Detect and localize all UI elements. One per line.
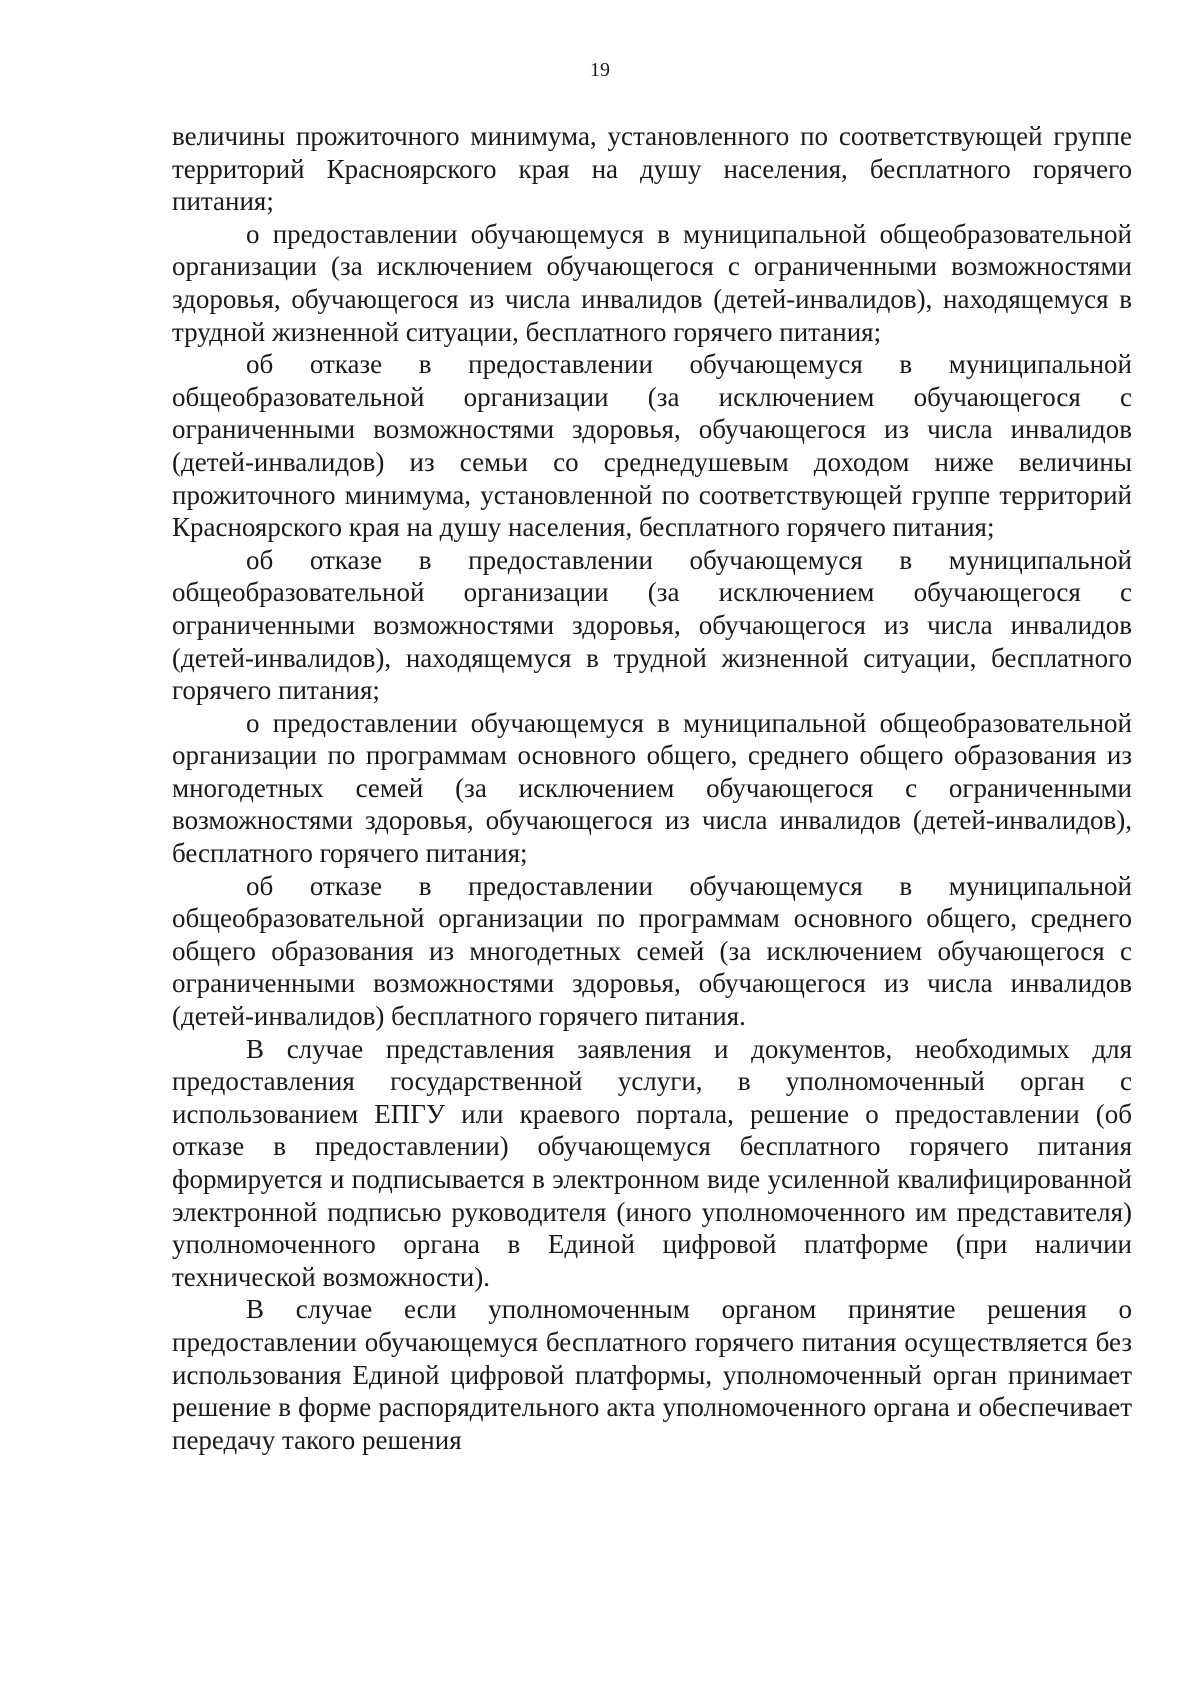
paragraph-refusal-difficult-situation: об отказе в предоставлении обучающемуся в муниципальной общеобразовательной организации (за исключением обучающегося с ограниченными возможностями здоровья, обучающегося из числа инвалидов (детей-инвалидов), находящемуся в трудной жизненной ситуации, бесплатного горячего питания; bbox=[172, 544, 1132, 706]
document-body bbox=[172, 120, 1132, 1456]
paragraph-decision-without-platform: В случае если уполномоченным органом принятие решения о предоставлении обучающемуся бесплатного горячего питания осуществляется без использования Единой цифровой платформы, уполномоченный орган принимает решение в форме распорядительного акта уполномоченного органа и обеспечивает передачу такого решения bbox=[172, 1294, 1132, 1455]
paragraph-refusal-large-families: об отказе в предоставлении обучающемуся в муниципальной общеобразовательной организации по программам основного общего, среднего общего образования из многодетных семей (за исключением обучающегося с ограниченными возможностями здоровья, обучающегося из числа инвалидов (детей-инвалидов) бесплатного горячего питания. bbox=[172, 870, 1132, 1032]
paragraph-refusal-low-income: об отказе в предоставлении обучающемуся в муниципальной общеобразовательной организации (за исключением обучающегося с ограниченными возможностями здоровья, обучающегося из числа инвалидов (детей-инвалидов) из семьи со среднедушевым доходом ниже величины прожиточного минимума, установленной по соответствующей группе территорий Красноярского края на душу населения, бесплатного горячего питания; bbox=[172, 349, 1132, 543]
paragraph-continuation: величины прожиточного минимума, установленного по соответствующей группе территорий Красноярского края на душу населения, бесплатного горячего питания; bbox=[172, 121, 1132, 217]
page-number: 19 bbox=[590, 59, 610, 81]
paragraph-grant-difficult-situation: о предоставлении обучающемуся в муниципальной общеобразовательной организации (за исключением обучающегося с ограниченными возможностями здоровья, обучающегося из числа инвалидов (детей-инвалидов), находящемуся в трудной жизненной ситуации, бесплатного горячего питания; bbox=[172, 218, 1132, 347]
paragraph-electronic-decision: В случае представления заявления и документов, необходимых для предоставления государственной услуги, в уполномоченный орган с использованием ЕПГУ или краевого портала, решение о предоставлении (об отказе в предоставлении) обучающемуся бесплатного горячего питания формируется и подписывается в электронном виде усиленной квалифицированной электронной подписью руководителя (иного уполномоченного им представителя) уполномоченного органа в Единой цифровой платформе (при наличии технической возможности). bbox=[172, 1033, 1132, 1292]
paragraph-grant-large-families: о предоставлении обучающемуся в муниципальной общеобразовательной организации по программам основного общего, среднего общего образования из многодетных семей (за исключением обучающегося с ограниченными возможностями здоровья, обучающегося из числа инвалидов (детей-инвалидов), бесплатного горячего питания; bbox=[172, 707, 1132, 869]
